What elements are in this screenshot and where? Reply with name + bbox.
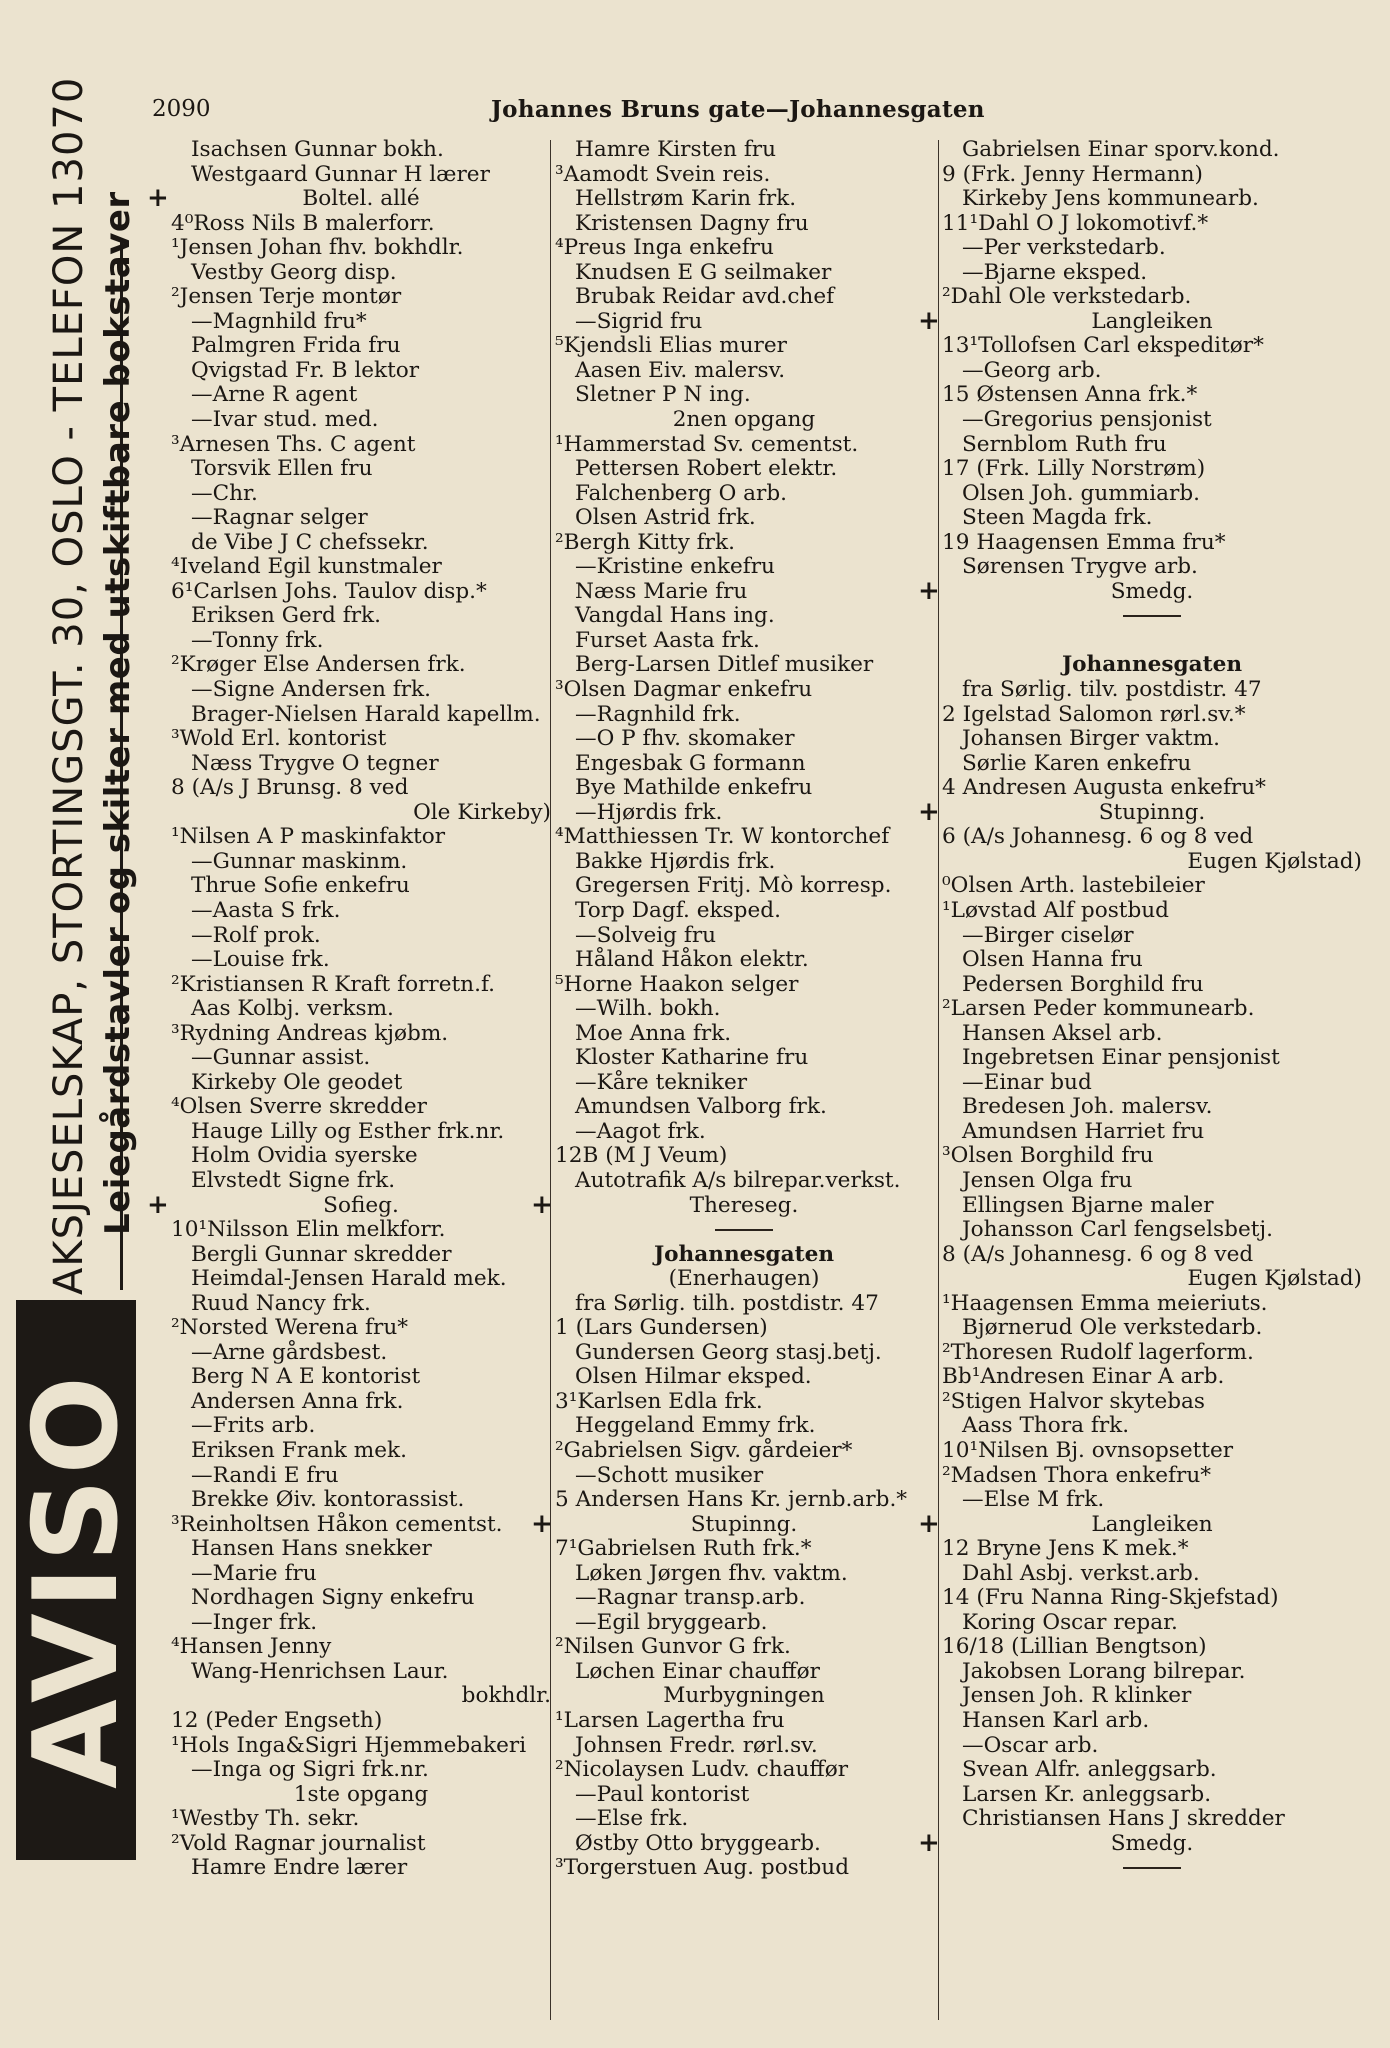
address-entry: 1 (Lars Gundersen) (555, 1315, 768, 1341)
address-entry: 9 (Frk. Jenny Hermann) (942, 161, 1203, 187)
cross-street-label: Stupinng. (690, 1511, 798, 1537)
address-entry: 16/18 (Lillian Bengtson) (942, 1634, 1207, 1660)
resident-entry: Aasen Eiv. malersv. (575, 357, 786, 383)
resident-entry: Hamre Kirsten fru (575, 137, 777, 162)
resident-entry: Torp Dagf. eksped. (575, 897, 781, 923)
resident-entry: Qvigstad Fr. B lektor (191, 357, 420, 383)
resident-entry: Sernblom Ruth fru (962, 431, 1167, 457)
resident-entry: —Aasta S frk. (191, 897, 341, 923)
spacer (942, 629, 1362, 654)
section-divider (942, 604, 1362, 629)
resident-entry: —Inger frk. (191, 1609, 318, 1635)
resident-entry: Bredesen Joh. malersv. (962, 1094, 1213, 1120)
cross-street-label: Sofieg. (323, 1192, 399, 1218)
advert-line-products: Leiegårdstavler og skilter med utskiftbare bokstaver (98, 191, 138, 1235)
address-entry: ¹Nilsen A P maskinfaktor (171, 824, 446, 850)
section-subheading: Murbygningen (663, 1683, 825, 1709)
address-entry: ¹Løvstad Alf postbud (942, 897, 1170, 923)
section-divider-line (1123, 1867, 1181, 1869)
resident-entry: —Arne R agent (191, 382, 358, 408)
resident-entry: Sørensen Trygve arb. (962, 554, 1198, 580)
resident-entry: Hansen Hans snekker (191, 1536, 432, 1562)
resident-entry: —Hjørdis frk. (575, 799, 723, 825)
resident-entry: Engesbak G formann (575, 750, 806, 776)
resident-entry: —Randi E fru (191, 1462, 339, 1488)
resident-entry: Dahl Asbj. verkst.arb. (962, 1560, 1200, 1586)
address-entry: ¹Westby Th. sekr. (171, 1806, 360, 1832)
address-entry: ²Gabrielsen Sigv. gårdeier* (555, 1437, 853, 1463)
resident-entry: —Georg arb. (962, 357, 1102, 383)
address-entry: ⁴Matthiessen Tr. W kontorchef (555, 824, 890, 850)
resident-entry: Holm Ovidia syerske (191, 1143, 418, 1169)
cross-street-label: Smedg. (1110, 1830, 1194, 1856)
address-entry: ⁴Preus Inga enkefru (555, 235, 774, 261)
resident-entry: Gabrielsen Einar sporv.kond. (962, 137, 1280, 162)
resident-entry: —Marie fru (191, 1560, 317, 1586)
cross-street-marker: + (531, 1508, 553, 1539)
resident-entry: —Else frk. (575, 1806, 689, 1832)
address-entry: 6 (A/s Johannesg. 6 og 8 ved (942, 824, 1254, 850)
entry-continuation: Ole Kirkeby) (413, 799, 551, 825)
resident-entry: Bergli Gunnar skredder (191, 1241, 452, 1267)
cross-street-heading (918, 1827, 1362, 1858)
resident-entry: —Wilh. bokh. (575, 996, 721, 1022)
page-number: 2090 (152, 96, 211, 122)
resident-entry: Brubak Reidar avd.chef (575, 284, 835, 310)
resident-entry: Berg-Larsen Ditlef musiker (575, 652, 874, 678)
resident-entry: —Louise frk. (191, 947, 330, 973)
resident-entry: Johnsen Fredr. rørl.sv. (575, 1732, 818, 1758)
address-entry: ²Dahl Ole verkstedarb. (942, 284, 1192, 310)
address-entry: ¹Jensen Johan fhv. bokhdlr. (171, 235, 464, 261)
resident-entry: Amundsen Harriet fru (962, 1118, 1205, 1144)
resident-entry: Bjørnerud Ole verkstedarb. (962, 1315, 1263, 1341)
address-entry: ¹Hols Inga&Sigri Hjemmebakeri (171, 1732, 527, 1758)
directory-column-2 (531, 137, 933, 1881)
address-entry: 4 Andresen Augusta enkefru* (942, 775, 1266, 801)
address-entry: 8 (A/s Johannesg. 6 og 8 ved (942, 1241, 1254, 1267)
resident-entry: Eriksen Frank mek. (191, 1437, 407, 1463)
resident-entry: Jensen Joh. R klinker (962, 1683, 1192, 1709)
address-entry: 10¹Nilsson Elin melkforr. (171, 1217, 446, 1243)
page-title: Johannes Bruns gate—Johannesgaten (491, 96, 985, 123)
resident-entry: —Rolf prok. (191, 922, 321, 948)
resident-entry: —Ragnar selger (191, 505, 368, 531)
address-entry: 17 (Frk. Lilly Norstrøm) (942, 456, 1206, 482)
resident-entry: Isachsen Gunnar bokh. (191, 137, 444, 162)
address-entry: 3¹Karlsen Edla frk. (555, 1388, 763, 1414)
resident-entry: Christiansen Hans J skredder (962, 1806, 1285, 1832)
advert-line-address: AKSJESELSKAP, STORTINGSGT. 30, OSLO - TELEFON 13070 (46, 76, 92, 1295)
resident-entry: Amundsen Valborg frk. (575, 1094, 827, 1120)
cross-street-label: Boltel. allé (302, 186, 420, 212)
address-entry: 5 Andersen Hans Kr. jernb.arb.* (555, 1487, 908, 1513)
resident-entry: Torsvik Ellen fru (191, 456, 373, 482)
address-entry: ²Bergh Kitty frk. (555, 529, 735, 555)
resident-entry: Svean Alfr. anleggsarb. (962, 1757, 1217, 1783)
address-entry: 2 Igelstad Salomon rørl.sv.* (942, 701, 1246, 727)
resident-entry: —Arne gårdsbest. (191, 1339, 388, 1365)
resident-entry: fra Sørlig. tilh. postdistr. 47 (575, 1290, 879, 1316)
address-entry: 12 (Peder Engseth) (171, 1708, 383, 1733)
resident-entry: —Sigrid fru (575, 308, 703, 334)
resident-entry: Hauge Lilly og Esther frk.nr. (191, 1118, 505, 1144)
resident-entry: Ruud Nancy frk. (191, 1290, 371, 1316)
address-entry: 4⁰Ross Nils B malerforr. (171, 210, 435, 236)
resident-entry: Gregersen Fritj. Mò korresp. (575, 873, 892, 899)
address-entry: ⁵Horne Haakon selger (555, 971, 799, 997)
resident-entry: Hamre Endre lærer (191, 1855, 408, 1881)
resident-entry: —Ivar stud. med. (191, 407, 379, 433)
address-entry: 12 Bryne Jens K mek.* (942, 1536, 1189, 1562)
resident-entry: Håland Håkon elektr. (575, 947, 809, 973)
resident-entry: Wang-Henrichsen Laur. (191, 1658, 449, 1684)
resident-entry: Thrue Sofie enkefru (191, 873, 410, 899)
resident-entry: Løchen Einar chauffør (575, 1658, 820, 1684)
resident-entry: Jensen Olga fru (962, 1167, 1133, 1193)
address-entry: 15 Østensen Anna frk.* (942, 382, 1198, 408)
address-entry: ³Reinholtsen Håkon cementst. (171, 1511, 503, 1537)
address-entry: ¹Larsen Lagertha fru (555, 1708, 785, 1733)
resident-entry: —Solveig fru (575, 922, 717, 948)
resident-entry: —Bjarne eksped. (962, 259, 1148, 285)
address-entry: ²Jensen Terje montør (171, 284, 402, 310)
resident-entry: Olsen Hilmar eksped. (575, 1364, 812, 1390)
resident-entry: Nordhagen Signy enkefru (191, 1585, 475, 1611)
resident-entry: Næss Trygve O tegner (191, 750, 439, 776)
cross-street-marker: + (147, 1189, 169, 1220)
resident-entry: Hellstrøm Karin frk. (575, 186, 797, 212)
resident-entry: Berg N A E kontorist (191, 1364, 421, 1390)
address-entry: ²Stigen Halvor skytebas (942, 1388, 1206, 1414)
cross-street-label: Langleiken (1091, 1511, 1213, 1537)
entry-continuation: bokhdlr. (461, 1683, 551, 1709)
resident-entry: Østby Otto bryggearb. (575, 1830, 821, 1856)
cross-street-marker: + (531, 1189, 553, 1220)
resident-entry: Kirkeby Ole geodet (191, 1069, 403, 1095)
resident-entry: Ellingsen Bjarne maler (962, 1192, 1214, 1218)
resident-entry: Kloster Katharine fru (575, 1045, 809, 1071)
resident-entry: Gundersen Georg stasj.betj. (575, 1339, 882, 1365)
cross-street-label: Langleiken (1091, 308, 1213, 334)
resident-entry: —Tonny frk. (191, 627, 324, 653)
address-entry: ⁴Olsen Sverre skredder (171, 1094, 427, 1120)
resident-entry: —Egil bryggearb. (575, 1609, 768, 1635)
resident-entry: —Gunnar maskinm. (191, 848, 408, 874)
address-entry: ⁵Kjendsli Elias murer (555, 333, 787, 359)
resident-entry: Aas Kolbj. verksm. (191, 996, 394, 1022)
resident-entry: de Vibe J C chefssekr. (191, 529, 429, 555)
entry-continuation: Eugen Kjølstad) (1187, 1266, 1362, 1292)
resident-entry: Heggeland Emmy frk. (575, 1413, 816, 1439)
resident-entry: —Magnhild fru* (191, 308, 367, 334)
section-divider-line (1123, 615, 1181, 617)
resident-entry: —Kåre tekniker (575, 1069, 748, 1095)
resident-entry: Heimdal-Jensen Harald mek. (191, 1266, 507, 1292)
resident-entry: Løken Jørgen fhv. vaktm. (575, 1560, 848, 1586)
address-entry: ²Norsted Werena fru* (171, 1315, 409, 1341)
address-entry: ²Larsen Peder kommunearb. (942, 996, 1255, 1022)
street-heading: Johannesgaten (653, 1241, 835, 1267)
resident-entry: Palmgren Frida fru (191, 333, 401, 359)
cross-street-marker: + (918, 305, 940, 336)
resident-entry: —Birger ciselør (962, 922, 1134, 948)
resident-entry: Næss Marie fru (575, 578, 748, 604)
resident-entry: —Signe Andersen frk. (191, 677, 431, 703)
resident-entry: Westgaard Gunnar H lærer (191, 161, 490, 187)
address-entry: ³Aamodt Svein reis. (555, 161, 771, 187)
cross-street-label: Smedg. (1110, 578, 1194, 604)
address-entry: ³Olsen Dagmar enkefru (555, 677, 813, 703)
cross-street-heading (918, 305, 1362, 336)
resident-entry: —Oscar arb. (962, 1732, 1099, 1758)
resident-entry: Olsen Astrid frk. (575, 505, 756, 531)
cross-street-marker: + (918, 1827, 940, 1858)
cross-street-heading (531, 1508, 933, 1539)
resident-entry: —Inga og Sigri frk.nr. (191, 1757, 429, 1783)
resident-entry: —Schott musiker (575, 1462, 764, 1488)
address-entry: ²Nicolaysen Ludv. chauffør (555, 1757, 849, 1783)
address-entry: Bb¹Andresen Einar A arb. (942, 1364, 1225, 1390)
cross-street-marker: + (147, 183, 169, 214)
address-entry: 13¹Tollofsen Carl ekspeditør* (942, 333, 1264, 359)
resident-entry: —Gregorius pensjonist (962, 407, 1212, 433)
address-entry: ²Madsen Thora enkefru* (942, 1462, 1212, 1488)
address-entry: ³Olsen Borghild fru (942, 1143, 1154, 1169)
address-entry: 12B (M J Veum) (555, 1143, 728, 1169)
resident-entry: Larsen Kr. anleggsarb. (962, 1781, 1212, 1807)
resident-entry: Aass Thora frk. (962, 1413, 1130, 1439)
address-entry: ⁰Olsen Arth. lastebileier (942, 873, 1205, 899)
address-entry: 10¹Nilsen Bj. ovnsopsetter (942, 1437, 1234, 1463)
directory-column-3 (918, 137, 1362, 1881)
resident-entry: Olsen Joh. gummiarb. (962, 480, 1201, 506)
resident-entry: Sletner P N ing. (575, 382, 751, 408)
address-entry: 6¹Carlsen Johs. Taulov disp.* (171, 578, 487, 604)
resident-entry: Steen Magda frk. (962, 505, 1153, 531)
address-entry: ¹Hammerstad Sv. cementst. (555, 431, 859, 457)
resident-entry: —Ragnhild frk. (575, 701, 741, 727)
cross-street-heading (147, 1189, 553, 1220)
column-divider-2 (938, 140, 939, 2020)
address-entry: ³Rydning Andreas kjøbm. (171, 1020, 449, 1046)
resident-entry: Brager-Nielsen Harald kapellm. (191, 701, 541, 727)
resident-entry: Andersen Anna frk. (191, 1388, 404, 1414)
address-entry: 8 (A/s J Brunsg. 8 ved (171, 775, 409, 801)
resident-entry: Koring Oscar repar. (962, 1609, 1178, 1635)
address-entry: 19 Haagensen Emma fru* (942, 529, 1226, 555)
resident-entry: —Ragnar transp.arb. (575, 1585, 806, 1611)
address-entry: ²Kristiansen R Kraft forretn.f. (171, 971, 496, 997)
resident-entry: Olsen Hanna fru (962, 947, 1143, 973)
resident-entry: Furset Aasta frk. (575, 627, 760, 653)
resident-entry: —Gunnar assist. (191, 1045, 371, 1071)
resident-entry: Vangdal Hans ing. (575, 603, 775, 629)
cross-street-label: Thereseg. (689, 1192, 799, 1218)
resident-entry: Bakke Hjørdis frk. (575, 848, 776, 874)
resident-entry: —Else M frk. (962, 1487, 1105, 1513)
cross-street-heading (147, 183, 551, 214)
resident-entry: —Kristine enkefru (575, 554, 775, 580)
resident-entry: Elvstedt Signe frk. (191, 1167, 396, 1193)
address-entry: ²Nilsen Gunvor G frk. (555, 1634, 791, 1660)
section-divider (942, 1856, 1362, 1881)
resident-entry: Hansen Aksel arb. (962, 1020, 1163, 1046)
entry-continuation: Eugen Kjølstad) (1187, 848, 1362, 874)
resident-entry: —Frits arb. (191, 1413, 316, 1439)
cross-street-marker: + (918, 575, 940, 606)
section-subheading: 2nen opgang (672, 407, 816, 433)
resident-entry: Johansson Carl fengselsbetj. (962, 1217, 1273, 1243)
resident-entry: Johansen Birger vaktm. (962, 726, 1221, 752)
cross-street-heading (531, 1189, 933, 1220)
resident-entry: Autotrafik A/s bilrepar.verkst. (575, 1167, 901, 1193)
address-entry: 7¹Gabrielsen Ruth frk.* (555, 1536, 812, 1562)
address-entry: ¹Haagensen Emma meieriuts. (942, 1290, 1268, 1316)
section-divider (555, 1218, 933, 1243)
address-entry: 11¹Dahl O J lokomotivf.* (942, 210, 1209, 236)
resident-entry: Brekke Øiv. kontorassist. (191, 1487, 465, 1513)
resident-entry: Jakobsen Lorang bilrepar. (962, 1658, 1246, 1684)
address-entry: ⁴Iveland Egil kunstmaler (171, 554, 442, 580)
address-entry: ²Vold Ragnar journalist (171, 1830, 426, 1856)
resident-entry: —O P fhv. skomaker (575, 726, 795, 752)
resident-entry: Vestby Georg disp. (191, 259, 397, 285)
advert-logo-text: AVISO (8, 1371, 144, 1789)
address-entry: ³Wold Erl. kontorist (171, 726, 387, 752)
address-entry: ²Thoresen Rudolf lagerform. (942, 1339, 1254, 1365)
resident-entry: Hansen Karl arb. (962, 1708, 1150, 1733)
resident-entry: Pedersen Borghild fru (962, 971, 1204, 997)
resident-entry: Falchenberg O arb. (575, 480, 788, 506)
resident-entry: Sørlie Karen enkefru (962, 750, 1192, 776)
resident-entry: Kristensen Dagny fru (575, 210, 809, 236)
cross-street-marker: + (918, 1508, 940, 1539)
address-entry: 14 (Fru Nanna Ring-Skjefstad) (942, 1585, 1279, 1611)
resident-entry: Ingebretsen Einar pensjonist (962, 1045, 1280, 1071)
address-entry: ²Krøger Else Andersen frk. (171, 652, 466, 678)
section-divider-line (715, 1229, 773, 1231)
cross-street-label: Stupinng. (1098, 799, 1206, 825)
resident-entry: Kirkeby Jens kommunearb. (962, 186, 1259, 212)
street-heading: Johannesgaten (1061, 652, 1243, 678)
resident-entry: fra Sørlig. tilv. postdistr. 47 (962, 677, 1262, 703)
resident-entry: Knudsen E G seilmaker (575, 259, 832, 285)
cross-street-heading (918, 575, 1362, 606)
resident-entry: —Paul kontorist (575, 1781, 750, 1807)
directory-column-1 (147, 137, 551, 1881)
resident-entry: Pettersen Robert elektr. (575, 456, 838, 482)
section-subheading: 1ste opgang (293, 1781, 429, 1807)
advert-logo (8, 1300, 144, 1860)
resident-entry: —Chr. (191, 480, 258, 506)
address-entry: ³Torgerstuen Aug. postbud (555, 1855, 850, 1881)
address-entry: ³Arnesen Ths. C agent (171, 431, 416, 457)
resident-entry: Bye Mathilde enkefru (575, 775, 813, 801)
resident-entry: Eriksen Gerd frk. (191, 603, 382, 629)
cross-street-heading (918, 1508, 1362, 1539)
resident-entry: —Einar bud (962, 1069, 1092, 1095)
resident-entry: —Per verkstedarb. (962, 235, 1166, 261)
cross-street-heading (918, 796, 1362, 827)
address-entry: ⁴Hansen Jenny (171, 1634, 332, 1660)
resident-entry: —Aagot frk. (575, 1118, 706, 1144)
resident-entry: Moe Anna frk. (575, 1020, 732, 1046)
section-subheading: (Enerhaugen) (668, 1266, 820, 1292)
cross-street-marker: + (918, 796, 940, 827)
